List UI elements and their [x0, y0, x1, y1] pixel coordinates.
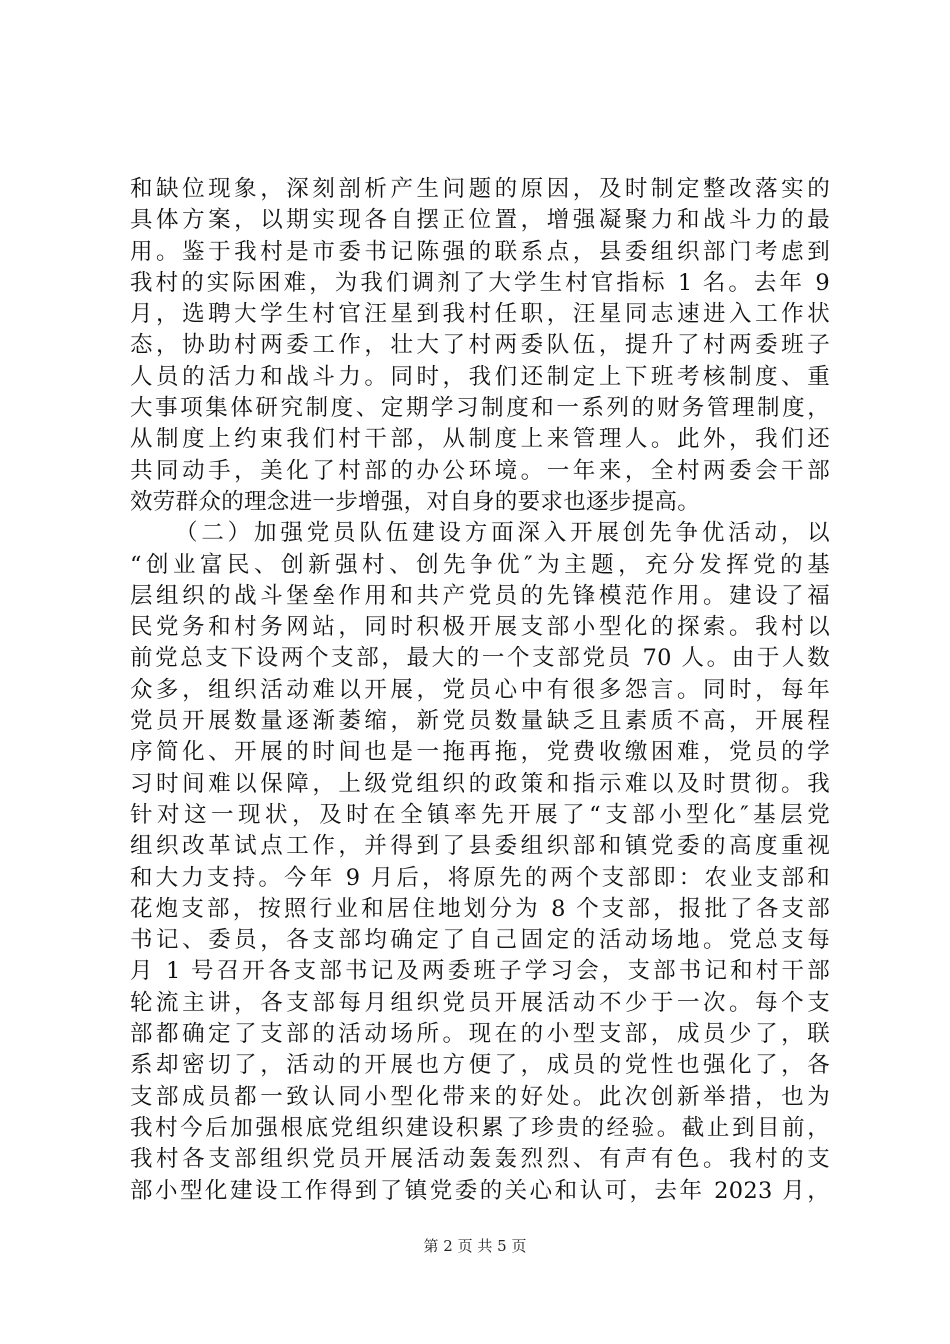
page-footer	[0, 1236, 950, 1256]
text-line-10: 共同动手，美化了村部的办公环境。一年来，全村两委会干部	[130, 457, 830, 484]
text-line-25: 书记、委员，各支部均确定了自己固定的活动场地。党总支每	[130, 927, 830, 954]
text-line-5: 月，选聘大学生村官汪星到我村任职，汪星同志速进入工作状	[130, 301, 830, 328]
text-line-2: 具体方案，以期实现各自摆正位置，增强凝聚力和战斗力的最	[130, 207, 830, 234]
text-line-1: 和缺位现象，深刻剖析产生问题的原因，及时制定整改落实的	[130, 176, 830, 202]
text-line-32: 我村各支部组织党员开展活动轰轰烈烈、有声有色。我村的支	[130, 1146, 830, 1173]
text-line-12: （二）加强党员队伍建设方面深入开展创先争优活动，以	[175, 520, 830, 547]
text-line-26: 月 1 号召开各支部书记及两委班子学习会，支部书记和村干部	[130, 958, 830, 985]
text-line-20: 习时间难以保障，上级党组织的政策和指示难以及时贯彻。我	[130, 770, 830, 797]
text-line-4: 我村的实际困难，为我们调剂了大学生村官指标 1 名。去年 9	[130, 269, 830, 296]
text-line-8: 大事项集体研究制度、定期学习制度和一系列的财务管理制度，	[130, 395, 830, 422]
text-line-16: 前党总支下设两个支部，最大的一个支部党员 70 人。由于人数	[130, 645, 830, 672]
text-line-9: 从制度上约束我们村干部，从制度上来管理人。此外，我们还	[130, 426, 830, 453]
text-line-33: 部小型化建设工作得到了镇党委的关心和认可，去年 2023 月，	[130, 1177, 830, 1204]
text-line-27: 轮流主讲，各支部每月组织党员开展活动不少于一次。每个支	[130, 989, 830, 1016]
text-line-23: 和大力支持。今年 9 月后，将原先的两个支部即：农业支部和	[130, 864, 830, 891]
text-line-11: 效劳群众的理念进一步增强，对自身的要求也逐步提高。	[130, 488, 701, 515]
text-line-3: 用。鉴于我村是市委书记陈强的联系点，县委组织部门考虑到	[130, 238, 830, 265]
text-line-29: 系却密切了，活动的开展也方便了，成员的党性也强化了，各	[130, 1052, 830, 1079]
text-line-31: 我村今后加强根底党组织建设积累了珍贵的经验。截止到目前，	[130, 1114, 830, 1141]
page-number-label: 第 2 页 共 5 页	[423, 1237, 527, 1255]
text-line-7: 人员的活力和战斗力。同时，我们还制定上下班考核制度、重	[130, 363, 830, 390]
text-line-18: 党员开展数量逐渐萎缩，新党员数量缺乏且素质不高，开展程	[130, 708, 830, 735]
text-line-22: 组织改革试点工作，并得到了县委组织部和镇党委的高度重视	[130, 833, 830, 860]
text-line-19: 序简化、开展的时间也是一拖再拖，党费收缴困难，党员的学	[130, 739, 830, 766]
body-text	[130, 174, 830, 1207]
text-line-28: 部都确定了支部的活动场所。现在的小型支部，成员少了，联	[130, 1021, 830, 1048]
text-line-15: 民党务和村务网站，同时积极开展支部小型化的探索。我村以	[130, 614, 830, 641]
text-line-17: 众多，组织活动难以开展，党员心中有很多怨言。同时，每年	[130, 676, 830, 703]
text-line-30: 支部成员都一致认同小型化带来的好处。此次创新举措，也为	[130, 1083, 830, 1110]
text-line-6: 态，协助村两委工作，壮大了村两委队伍，提升了村两委班子	[130, 332, 830, 359]
text-line-24: 花炮支部，按照行业和居住地划分为 8 个支部，报批了各支部	[130, 895, 830, 922]
text-line-21: 针对这一现状，及时在全镇率先开展了“支部小型化″基层党	[130, 801, 830, 828]
text-line-14: 层组织的战斗堡垒作用和共产党员的先锋模范作用。建设了福	[130, 582, 830, 609]
text-line-13: “创业富民、创新强村、创先争优″为主题，充分发挥党的基	[130, 551, 830, 578]
